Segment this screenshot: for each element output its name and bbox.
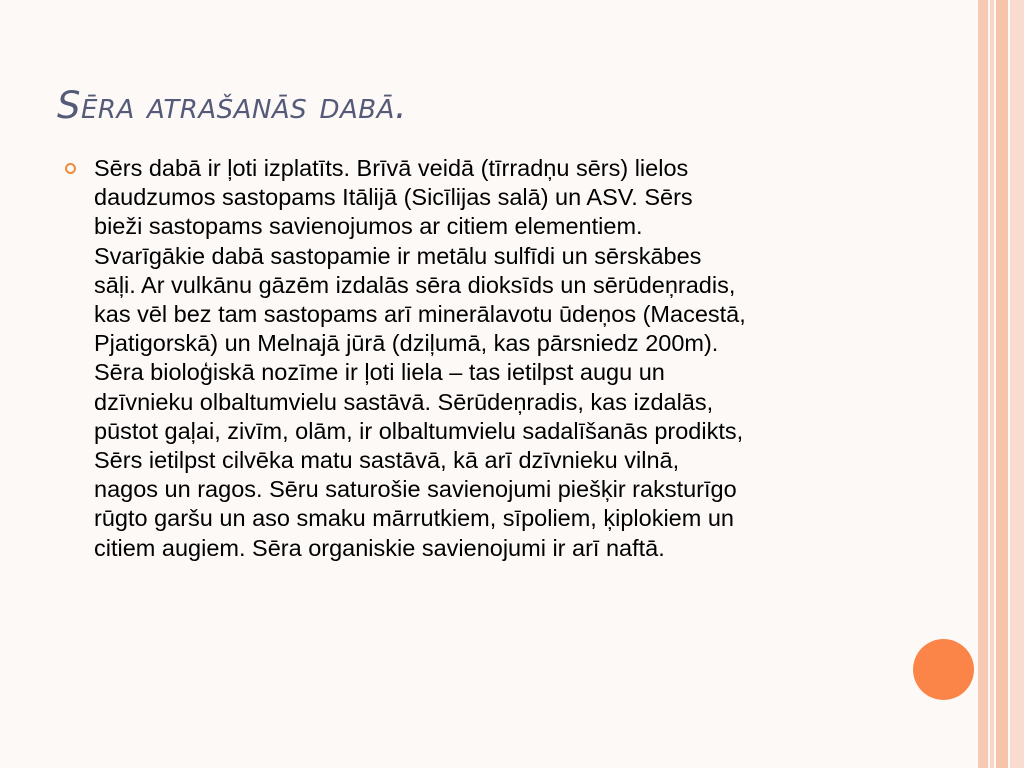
- bullet-ring-icon: [65, 163, 76, 174]
- text-line: rūgto garšu un aso smaku mārrutkiem, sīpoliem, ķiplokiem un: [94, 505, 734, 532]
- text-line: Sērs ietilpst cilvēka matu sastāvā, kā arī dzīvnieku vilnā,: [94, 447, 680, 474]
- text-line: Sērs dabā ir ļoti izplatīts. Brīvā veidā (tīrradņu sērs) lielos: [94, 155, 689, 181]
- edge-stripe: [1010, 0, 1024, 768]
- slide-content: [94, 154, 974, 563]
- edge-stripe: [996, 0, 1008, 768]
- text-line: daudzumos sastopams Itālijā (Sicīlijas salā) un ASV. Sērs: [94, 184, 693, 211]
- text-line: Pjatigorskā) un Melnajā jūrā (dziļumā, kas pārsniedz 200m).: [94, 330, 719, 357]
- text-line: citiem augiem. Sēra organiskie savienojumi ir arī naftā.: [94, 534, 665, 561]
- text-line: bieži sastopams savienojumos ar citiem elementiem.: [94, 213, 643, 240]
- text-line: pūstot gaļai, zivīm, olām, ir olbaltumvielu sadalīšanās prodikts,: [94, 417, 744, 444]
- text-line: Sēra bioloģiskā nozīme ir ļoti liela – tas ietilpst augu un: [94, 359, 665, 386]
- text-line: kas vēl bez tam sastopams arī minerālavotu ūdeņos (Macestā,: [94, 301, 746, 328]
- text-line: dzīvnieku olbaltumvielu sastāvā. Sērūdeņradis, kas izdalās,: [94, 388, 714, 415]
- text-line: Svarīgākie dabā sastopamie ir metālu sulfīdi un sērskābes: [94, 242, 702, 269]
- text-line: sāļi. Ar vulkānu gāzēm izdalās sēra dioksīds un sērūdeņradis,: [94, 271, 736, 298]
- edge-stripe: [978, 0, 988, 768]
- text-line: nagos un ragos. Sēru saturošie savienojumi piešķir raksturīgo: [94, 476, 737, 503]
- bullet-item: [94, 154, 974, 563]
- orange-circle-icon: [913, 639, 974, 700]
- edge-stripe: [990, 0, 994, 768]
- slide-title: Sēra atrašanās dabā.: [57, 84, 408, 127]
